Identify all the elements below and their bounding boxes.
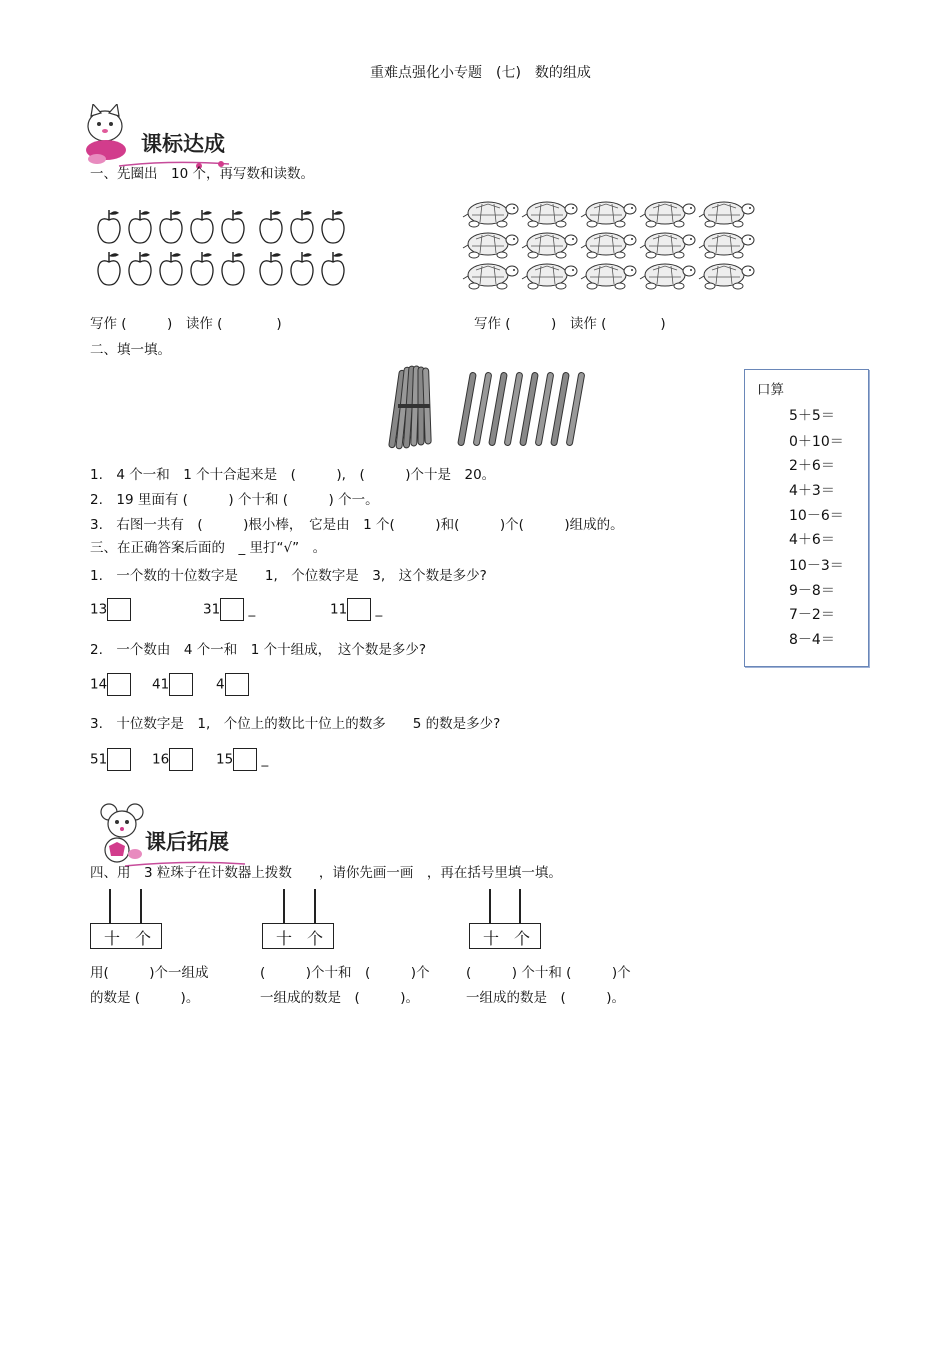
abacus1-answer-line1[interactable]: 用( )个一组成: [90, 965, 209, 981]
check-box[interactable]: [220, 598, 244, 621]
abacus-rod-ones[interactable]: [140, 889, 142, 923]
option-4[interactable]: [216, 673, 249, 696]
option-31[interactable]: 31 _: [203, 598, 255, 621]
banner-course-goals: [70, 88, 240, 158]
oral-item[interactable]: 8－4＝: [789, 632, 835, 648]
stick-icon: [551, 372, 570, 446]
apple-icon[interactable]: [322, 252, 344, 285]
option-label: 14: [90, 676, 108, 693]
section2-q1[interactable]: 1. 4 个一和 1 个十合起来是 ( ), ( )个十是 20。: [90, 467, 496, 483]
option-label: 11: [330, 601, 348, 618]
option-label: 31: [203, 601, 221, 618]
abacus-rod-ones[interactable]: [519, 889, 521, 923]
stick-icon: [504, 372, 523, 446]
page-title: 重难点强化小专题 (七) 数的组成: [370, 65, 591, 81]
abacus2-answer-line2[interactable]: 一组成的数是 ( )。: [260, 990, 420, 1006]
turtle-icon[interactable]: [640, 264, 695, 289]
stick-icon: [458, 372, 477, 446]
apple-icon[interactable]: [98, 252, 120, 285]
option-label: 51: [90, 751, 108, 768]
section1-heading: 一、先圈出 10 个，再写数和读数。: [90, 166, 314, 182]
abacus-base: [469, 923, 541, 949]
abacus-label-ones: 个: [135, 929, 152, 948]
section3-q1: 1. 一个数的十位数字是 1, 个位数字是 3, 这个数是多少?: [90, 568, 487, 584]
check-box[interactable]: [225, 673, 249, 696]
section2-heading: 二、填一填。: [90, 342, 171, 358]
sticks-figure: [386, 362, 596, 454]
oral-item[interactable]: 7－2＝: [789, 607, 835, 623]
abacus-1[interactable]: [90, 889, 162, 947]
section1-left-answer[interactable]: 写作 ( ) 读作 ( ): [90, 316, 282, 332]
apple-icon[interactable]: [222, 210, 244, 243]
stick-icon: [535, 372, 554, 446]
oral-item[interactable]: 10－3＝: [789, 558, 844, 574]
oral-item[interactable]: 4＋6＝: [789, 532, 835, 548]
apple-icon[interactable]: [260, 210, 282, 243]
apple-icon[interactable]: [291, 252, 313, 285]
apple-icon[interactable]: [260, 252, 282, 285]
option-label: 15: [216, 751, 234, 768]
turtle-icon[interactable]: [581, 233, 636, 258]
turtle-icon[interactable]: [640, 233, 695, 258]
apple-icon[interactable]: [191, 252, 213, 285]
section4-heading: 四、用 3 粒珠子在计数器上拨数 ，请你先画一画 ，再在括号里填一填。: [90, 865, 562, 881]
abacus-base: [90, 923, 162, 949]
abacus3-answer-line1[interactable]: ( ) 个十和 ( )个: [466, 965, 631, 981]
option-label: 13: [90, 601, 108, 618]
abacus-label-tens: 十: [483, 929, 500, 948]
stick-icon: [489, 372, 508, 446]
oral-item[interactable]: 2＋6＝: [789, 458, 835, 474]
abacus-rod-ones[interactable]: [314, 889, 316, 923]
option-label: 16: [152, 751, 170, 768]
turtle-icon[interactable]: [463, 233, 518, 258]
turtle-icon[interactable]: [581, 264, 636, 289]
turtle-icon[interactable]: [581, 202, 636, 227]
turtle-icon[interactable]: [640, 202, 695, 227]
apple-icon[interactable]: [160, 252, 182, 285]
abacus-3[interactable]: [469, 889, 541, 947]
turtle-icon[interactable]: [522, 233, 577, 258]
apple-grid: [92, 206, 352, 292]
section3-q2: 2. 一个数由 4 个一和 1 个十组成， 这个数是多少?: [90, 642, 427, 658]
apple-icon[interactable]: [98, 210, 120, 243]
oral-item[interactable]: 10－6＝: [789, 508, 844, 524]
oral-item[interactable]: 4＋3＝: [789, 483, 835, 499]
turtle-icon[interactable]: [699, 233, 754, 258]
apple-icon[interactable]: [291, 210, 313, 243]
option-41[interactable]: [152, 673, 193, 696]
apple-icon[interactable]: [222, 252, 244, 285]
abacus-label-tens: 十: [104, 929, 121, 948]
check-box[interactable]: [107, 748, 131, 771]
check-box[interactable]: [169, 748, 193, 771]
stick-icon: [473, 372, 492, 446]
turtle-icon[interactable]: [463, 202, 518, 227]
turtle-icon[interactable]: [463, 264, 518, 289]
stick-icon: [566, 372, 585, 446]
turtle-icon[interactable]: [699, 202, 754, 227]
option-label: 4: [216, 676, 225, 693]
oral-item[interactable]: 9－8＝: [789, 583, 835, 599]
oral-item[interactable]: 5＋5＝: [789, 408, 835, 424]
apple-icon[interactable]: [129, 252, 151, 285]
stick-icon: [520, 372, 539, 446]
apple-icon[interactable]: [322, 210, 344, 243]
apple-icon[interactable]: [191, 210, 213, 243]
section1-right-answer[interactable]: 写作 ( ) 读作 ( ): [474, 316, 666, 332]
check-box[interactable]: [347, 598, 371, 621]
oral-item[interactable]: 0＋10＝: [789, 434, 844, 450]
oral-arithmetic-box: [744, 369, 869, 667]
turtle-icon[interactable]: [522, 202, 577, 227]
section3-q3: 3. 十位数字是 1, 个位上的数比十位上的数多 5 的数是多少?: [90, 716, 501, 732]
banner-title: 课后拓展: [144, 830, 229, 854]
abacus2-answer-line1[interactable]: ( )个十和 ( )个: [260, 965, 430, 981]
abacus-label-ones: 个: [307, 929, 324, 948]
oral-title: 口算: [757, 382, 784, 398]
option-11[interactable]: 11 _: [330, 598, 382, 621]
banner-after-class: [86, 786, 256, 856]
abacus3-answer-line2[interactable]: 一组成的数是 ( )。: [466, 990, 626, 1006]
apple-icon[interactable]: [160, 210, 182, 243]
turtle-grid: [462, 196, 762, 296]
option-14[interactable]: [90, 673, 131, 696]
abacus-rod-tens[interactable]: [489, 889, 491, 923]
check-box[interactable]: [107, 673, 131, 696]
abacus-label-ones: 个: [514, 929, 531, 948]
apple-icon[interactable]: [129, 210, 151, 243]
option-label: 41: [152, 676, 170, 693]
abacus-rod-tens[interactable]: [283, 889, 285, 923]
check-box[interactable]: [169, 673, 193, 696]
abacus1-answer-line2[interactable]: 的数是 ( )。: [90, 990, 200, 1006]
check-box[interactable]: [233, 748, 257, 771]
option-16[interactable]: [152, 748, 193, 771]
abacus-rod-tens[interactable]: [109, 889, 111, 923]
section3-heading: 三、在正确答案后面的 _ 里打“√” 。: [90, 540, 327, 556]
abacus-base: [262, 923, 334, 949]
turtle-icon[interactable]: [522, 264, 577, 289]
section2-q2[interactable]: 2. 19 里面有 ( ) 个十和 ( ) 个一。: [90, 492, 379, 508]
option-15[interactable]: 15 _: [216, 748, 268, 771]
banner-title: 课标达成: [140, 132, 225, 156]
option-13[interactable]: [90, 598, 131, 621]
abacus-2[interactable]: [262, 889, 334, 947]
option-51[interactable]: [90, 748, 131, 771]
stick-bundle: [389, 366, 432, 449]
section2-q3[interactable]: 3. 右图一共有 ( )根小棒， 它是由 1 个( )和( )个( )组成的。: [90, 517, 624, 533]
turtle-icon[interactable]: [699, 264, 754, 289]
check-box[interactable]: [107, 598, 131, 621]
abacus-label-tens: 十: [276, 929, 293, 948]
